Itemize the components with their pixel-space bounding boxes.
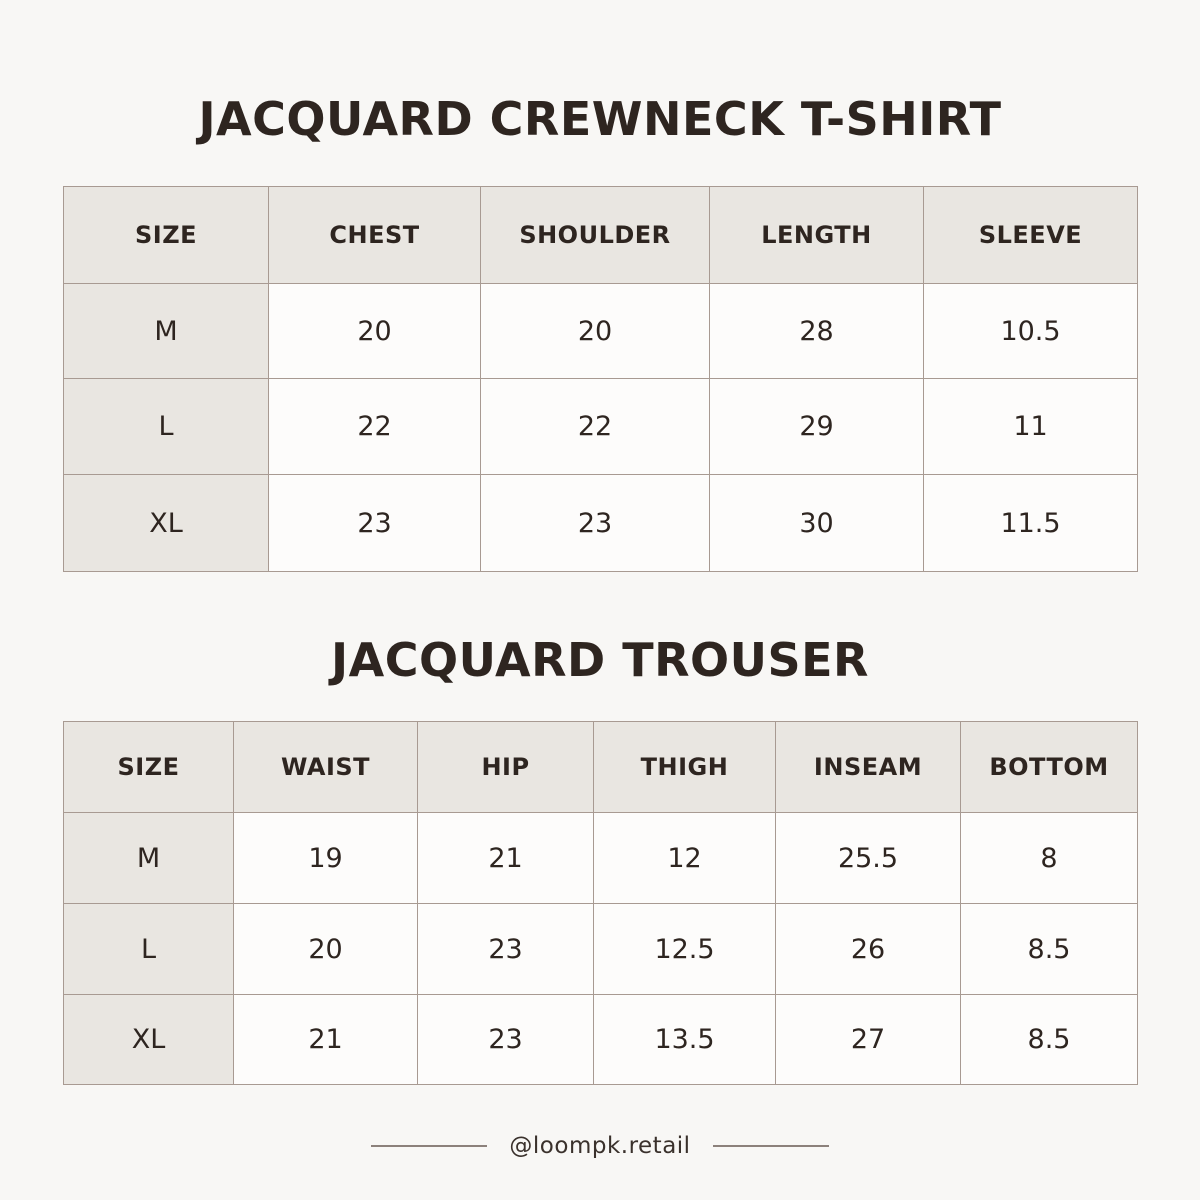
column-header-waist: WAIST xyxy=(234,722,418,813)
trouser-title: JACQUARD TROUSER xyxy=(331,633,869,687)
column-header-chest: CHEST xyxy=(269,187,481,284)
inseam-cell: 25.5 xyxy=(776,813,961,904)
column-header-inseam: INSEAM xyxy=(776,722,961,813)
table-row xyxy=(64,813,1138,904)
inseam-cell: 26 xyxy=(776,904,961,995)
footer-divider-right xyxy=(713,1145,829,1147)
sleeve-cell: 10.5 xyxy=(924,284,1138,379)
waist-cell: 20 xyxy=(234,904,418,995)
tshirt-size-table xyxy=(63,186,1138,572)
column-header-size: SIZE xyxy=(64,722,234,813)
hip-cell: 23 xyxy=(418,995,594,1085)
sleeve-cell: 11 xyxy=(924,379,1138,475)
size-cell: L xyxy=(64,904,234,995)
table-row xyxy=(64,904,1138,995)
size-cell: XL xyxy=(64,995,234,1085)
table-row xyxy=(64,475,1138,572)
chest-cell: 20 xyxy=(269,284,481,379)
column-header-sleeve: SLEEVE xyxy=(924,187,1138,284)
size-cell: M xyxy=(64,284,269,379)
footer-divider-left xyxy=(371,1145,487,1147)
hip-cell: 21 xyxy=(418,813,594,904)
chest-cell: 23 xyxy=(269,475,481,572)
chest-cell: 22 xyxy=(269,379,481,475)
column-header-size: SIZE xyxy=(64,187,269,284)
size-cell: M xyxy=(64,813,234,904)
shoulder-cell: 23 xyxy=(481,475,710,572)
table-header-row xyxy=(64,722,1138,813)
thigh-cell: 12 xyxy=(594,813,776,904)
size-cell: XL xyxy=(64,475,269,572)
footer xyxy=(0,1128,1200,1164)
length-cell: 30 xyxy=(710,475,924,572)
tshirt-title: JACQUARD CREWNECK T-SHIRT xyxy=(198,92,1002,146)
bottom-cell: 8.5 xyxy=(961,904,1138,995)
social-handle: @loompk.retail xyxy=(509,1133,691,1159)
table-row xyxy=(64,995,1138,1085)
size-cell: L xyxy=(64,379,269,475)
column-header-thigh: THIGH xyxy=(594,722,776,813)
shoulder-cell: 20 xyxy=(481,284,710,379)
trouser-size-table xyxy=(63,721,1138,1085)
thigh-cell: 12.5 xyxy=(594,904,776,995)
bottom-cell: 8.5 xyxy=(961,995,1138,1085)
thigh-cell: 13.5 xyxy=(594,995,776,1085)
shoulder-cell: 22 xyxy=(481,379,710,475)
table-header-row xyxy=(64,187,1138,284)
length-cell: 29 xyxy=(710,379,924,475)
column-header-length: LENGTH xyxy=(710,187,924,284)
column-header-bottom: BOTTOM xyxy=(961,722,1138,813)
table-row xyxy=(64,379,1138,475)
column-header-hip: HIP xyxy=(418,722,594,813)
hip-cell: 23 xyxy=(418,904,594,995)
bottom-cell: 8 xyxy=(961,813,1138,904)
length-cell: 28 xyxy=(710,284,924,379)
inseam-cell: 27 xyxy=(776,995,961,1085)
waist-cell: 19 xyxy=(234,813,418,904)
column-header-shoulder: SHOULDER xyxy=(481,187,710,284)
waist-cell: 21 xyxy=(234,995,418,1085)
table-row xyxy=(64,284,1138,379)
sleeve-cell: 11.5 xyxy=(924,475,1138,572)
